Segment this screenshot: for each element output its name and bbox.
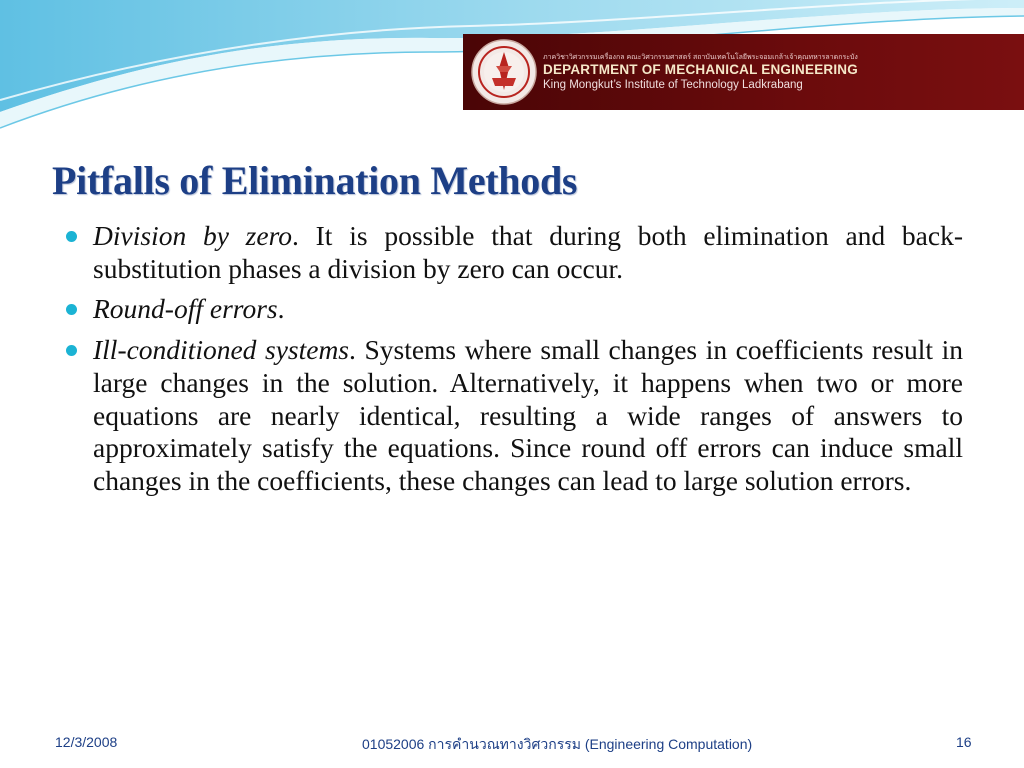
footer-date: 12/3/2008 [55, 734, 118, 750]
bullet-list [93, 220, 963, 506]
bullet-term: Ill-conditioned systems [93, 334, 350, 366]
bullet-icon [66, 304, 77, 315]
bullet-division-by-zero [93, 220, 963, 285]
bullet-term-punct: . [277, 293, 285, 325]
university-seal-icon [470, 38, 538, 106]
bullet-icon [66, 231, 77, 242]
bullet-term-punct: . [292, 220, 299, 251]
bullet-term-punct: . [349, 334, 356, 366]
department-name: DEPARTMENT OF MECHANICAL ENGINEERING [543, 62, 858, 77]
institute-name: King Mongkut’s Institute of Technology Ladkrabang [543, 79, 803, 91]
department-banner [463, 34, 1024, 110]
bullet-text: Systems where small changes in coefficients result in large changes in the solution. Alternatively, it happens when two or more equations are nearly identical, resulting a wide ranges of answers to approximately satisfy the equations. Since round off errors can induce small changes in the coefficients, these changes can lead to large solution errors. [93, 334, 964, 496]
bullet-term: Round-off errors [93, 293, 278, 325]
bullet-text: It is possible that during both elimination and back-substitution phases a division by zero can occur. [93, 220, 963, 284]
bullet-icon [66, 345, 77, 356]
footer-course-title: 01052006 การคำนวณทางวิศวกรรม (Engineering Computation) [362, 736, 753, 752]
department-thai-name: ภาควิชาวิศวกรรมเครื่องกล คณะวิศวกรรมศาสตร์ สถาบันเทคโนโลยีพระจอมเกล้าเจ้าคุณทหารลาดกระบัง [543, 54, 858, 61]
slide-title: Pitfalls of Elimination Methods [52, 158, 578, 203]
footer-page-number: 16 [956, 734, 972, 750]
bullet-ill-conditioned-systems [93, 334, 963, 498]
bullet-round-off-errors [93, 293, 963, 326]
bullet-term: Division by zero [93, 220, 293, 251]
